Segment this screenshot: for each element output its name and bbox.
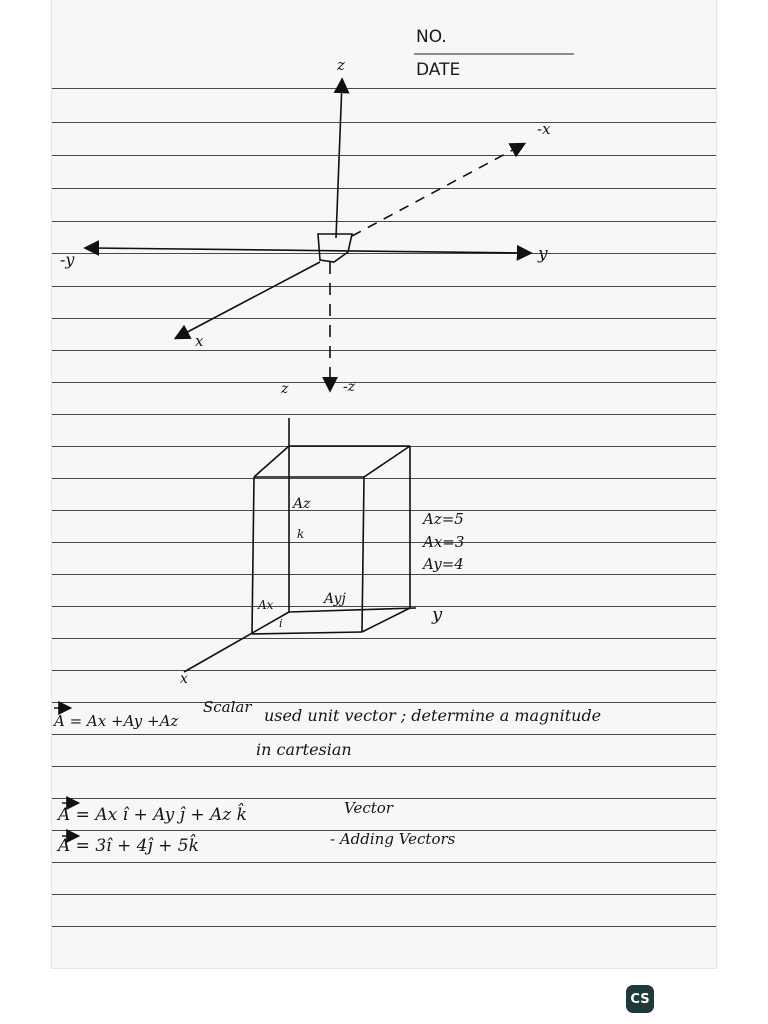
- box-top-left: [254, 446, 289, 477]
- box-bottom-right: [362, 608, 410, 632]
- axis-label-z: z: [337, 56, 345, 74]
- scalar-equation: A = Ax +Ay +Az: [54, 712, 179, 730]
- axis-label-neg-y: -y: [60, 250, 75, 269]
- box-x-axis: [184, 612, 289, 672]
- example-equation: A = 3î + 4ĵ + 5k̂: [58, 836, 199, 856]
- box-y-axis: [289, 608, 416, 612]
- box-label-i: i: [279, 617, 283, 630]
- scalar-label: Scalar: [203, 698, 252, 716]
- vector-equation: A = Ax î + Ay ĵ + Az k̂: [58, 805, 247, 825]
- box-top-right: [364, 446, 410, 477]
- neg-x-axis-dashed: [352, 145, 522, 236]
- box-label-k: k: [297, 527, 305, 541]
- box-front-left: [252, 477, 254, 634]
- date-label: DATE: [416, 60, 461, 80]
- box-label-x: x: [180, 671, 188, 687]
- box-label-az: Az: [293, 496, 311, 512]
- vector-label: Vector: [344, 799, 393, 817]
- box-label-ayj: Ayj: [324, 591, 346, 607]
- x-axis-line: [178, 262, 320, 337]
- box-label-z: z: [281, 381, 289, 397]
- box-front-right: [362, 477, 364, 632]
- z-axis-line: [336, 82, 342, 238]
- camscanner-badge: CS: [626, 985, 654, 1013]
- box-label-ax: Ax: [258, 598, 274, 612]
- box-bottom-front: [252, 632, 362, 634]
- adding-vectors-label: - Adding Vectors: [330, 830, 456, 848]
- axis-label-y: y: [538, 244, 548, 264]
- origin-cube: [318, 234, 352, 262]
- no-label: NO.: [416, 27, 447, 47]
- axis-label-neg-z: -z: [343, 379, 356, 395]
- box-label-y: y: [432, 604, 443, 625]
- component-ax: Ax=3: [423, 533, 465, 551]
- cartesian-note: in cartesian: [256, 740, 352, 759]
- y-axis-line: [94, 248, 528, 253]
- component-ay: Ay=4: [423, 555, 464, 573]
- unit-vector-note: used unit vector ; determine a magnitude: [264, 706, 602, 725]
- axis-label-x: x: [195, 332, 204, 350]
- component-az: Az=5: [423, 510, 464, 528]
- axis-label-neg-x: -x: [537, 120, 551, 138]
